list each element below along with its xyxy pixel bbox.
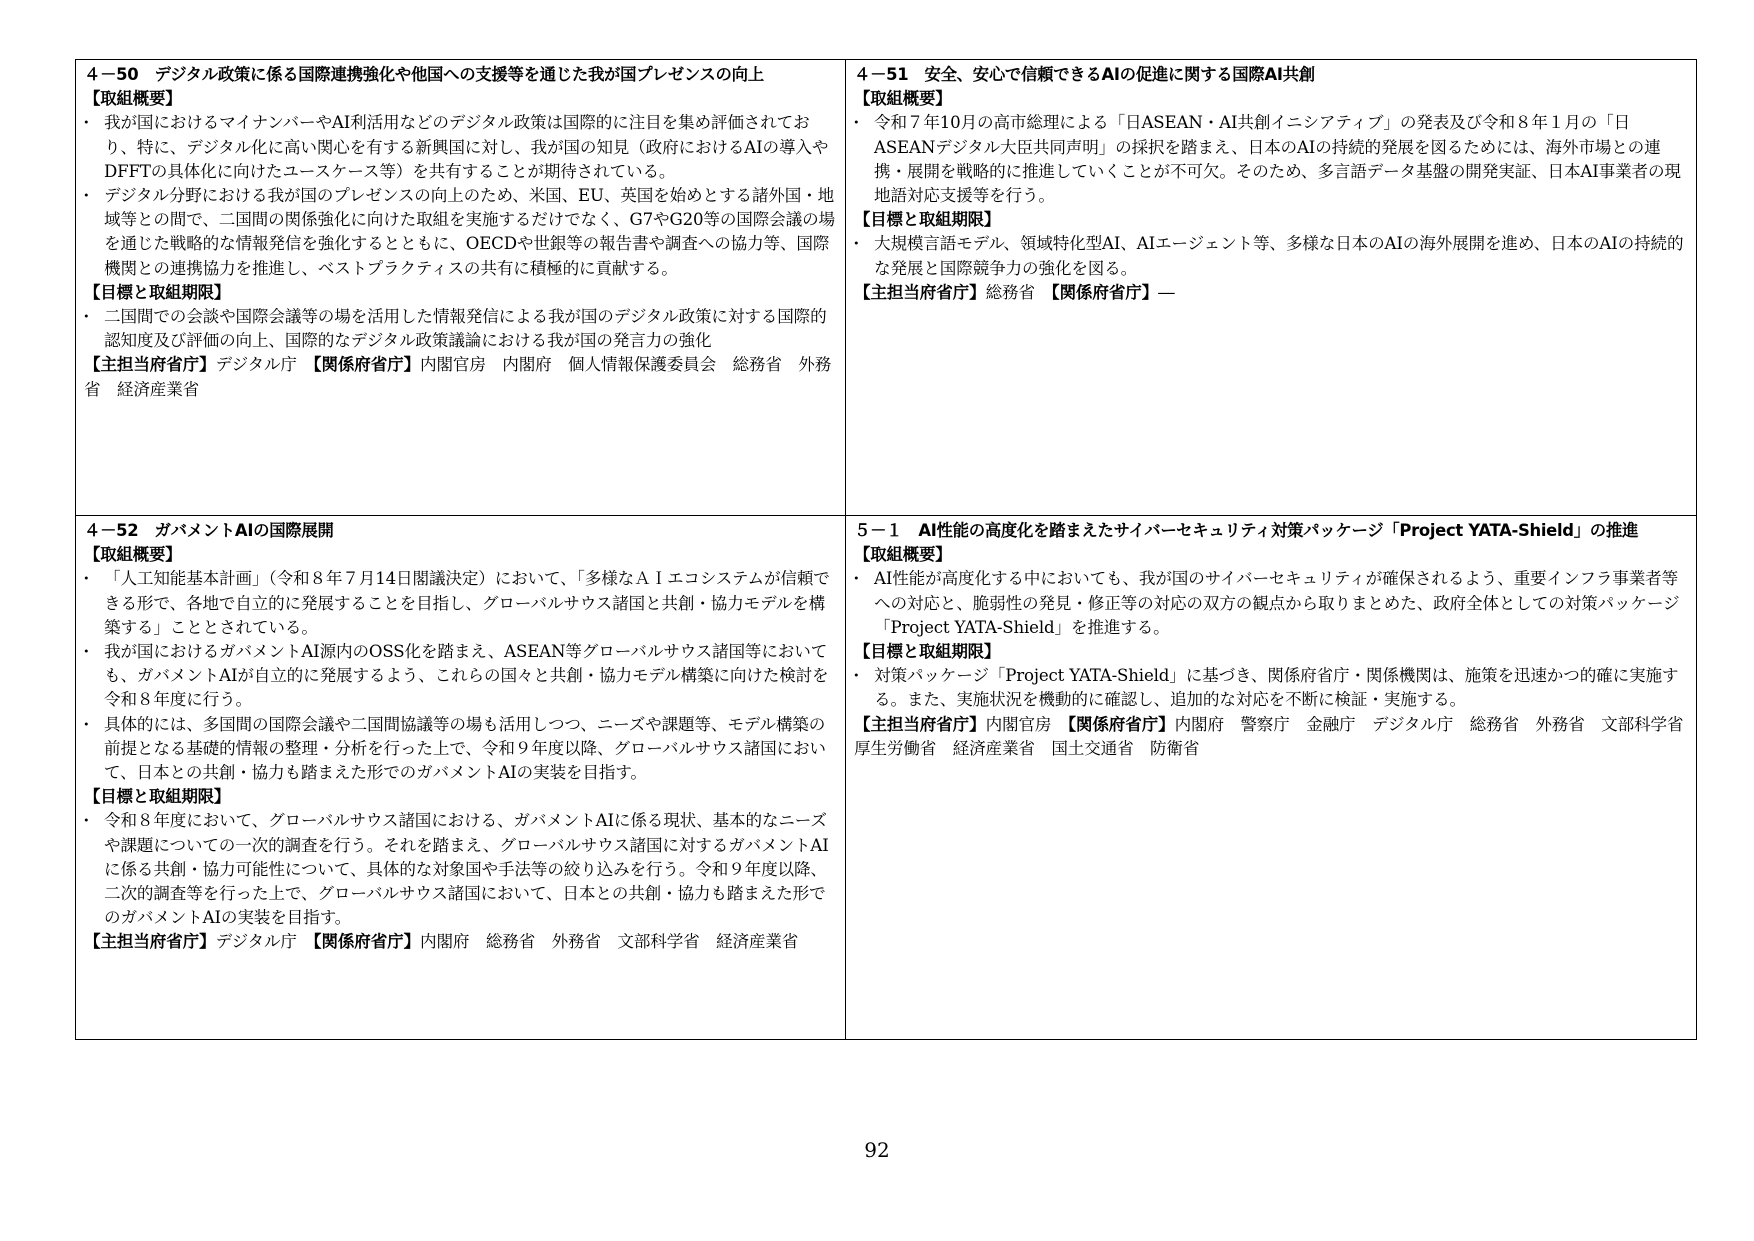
measure-title: ５－１ AI性能の高度化を踏まえたサイバーセキュリティ対策パッケージ「Project YATA-Shield」の推進 [854,521,1639,540]
measure-cell-4-52 [76,516,846,1040]
related-ministry-value: ― [1158,282,1175,302]
overview-item: ・ 令和７年10月の高市総理による「日ASEAN・AI共創イニシアティブ」の発表及び令和８年１月の「日ASEANデジタル大臣共同声明」の採択を踏まえ、日本のAIの持続的発展を図るためには、海外市場との連携・展開を戦略的に推進していくことが不可欠。そのため、多言語データ基盤の開発実証、日本AI事業者の現地語対応支援等を行う。 [854,111,1690,208]
table-row [76,516,1697,1040]
goal-heading: 【目標と取組期限】 [84,282,231,302]
main-ministry-label: 【主担当府省庁】 [84,932,216,952]
related-ministry-value: 内閣府 総務省 外務省 文部科学省 経済産業省 [420,932,799,952]
goal-list [854,664,1690,712]
main-ministry-value: デジタル庁 [215,932,314,952]
main-ministry-value: デジタル庁 [215,355,314,375]
table-row [76,60,1697,516]
main-ministry-value: 総務省 [985,282,1052,302]
main-ministry-label: 【主担当府省庁】 [84,355,216,375]
related-ministry-value: 内閣府 警察庁 金融庁 デジタル庁 総務省 外務省 文部科学省 厚生労働省 経済産業省 国土交通省 防衛省 [854,714,1700,758]
measure-cell-4-50 [76,60,846,516]
ministries-line [854,281,1690,305]
goal-list [84,305,839,353]
ministries-line [84,930,839,954]
measure-title: ４－52 ガバメントAIの国際展開 [84,521,334,540]
measure-title: ４－51 安全、安心で信頼できるAIの促進に関する国際AI共創 [854,65,1315,84]
measure-title: ４－50 デジタル政策に係る国際連携強化や他国への支援等を通じた我が国プレゼンスの向上 [84,65,764,84]
overview-item: ・ 具体的には、多国間の国際会議や二国間協議等の場も活用しつつ、ニーズや課題等、モデル構築の前提となる基礎的情報の整理・分析を行った上で、令和９年度以降、グローバルサウス諸国において、日本との共創・協力も踏まえた形でのガバメントAIの実装を目指す。 [84,713,839,786]
overview-heading: 【取組概要】 [84,545,182,565]
goal-item: ・ 対策パッケージ「Project YATA-Shield」に基づき、関係府省庁・関係機関は、施策を迅速かつ的確に実施する。また、実施状況を機動的に確認し、追加的な対応を不断に検証・実施する。 [854,664,1690,712]
overview-list [854,111,1690,208]
goal-list [84,809,839,930]
goal-item: ・ 大規模言語モデル、領域特化型AI、AIエージェント等、多様な日本のAIの海外展開を進め、日本のAIの持続的な発展と国際競争力の強化を図る。 [854,232,1690,280]
related-ministry-label: 【関係府省庁】 [1051,282,1159,302]
main-ministry-value: 内閣官房 [985,714,1068,734]
main-ministry-label: 【主担当府省庁】 [854,714,986,734]
overview-heading: 【取組概要】 [854,89,952,109]
related-ministry-label: 【関係府省庁】 [313,932,421,952]
overview-item: ・ AI性能が高度化する中においても、我が国のサイバーセキュリティが確保されるよう、重要インフラ事業者等への対応と、脆弱性の発見・修正等の対応の双方の観点から取りまとめた、政府全体としての対策パッケージ「Project YATA-Shield」を推進する。 [854,567,1690,640]
overview-item: ・ 我が国におけるガバメントAI源内のOSS化を踏まえ、ASEAN等グローバルサウス諸国等においても、ガバメントAIが自立的に発展するよう、これらの国々と共創・協力モデル構築に向けた検討を令和８年度に行う。 [84,640,839,713]
overview-item: ・ デジタル分野における我が国のプレゼンスの向上のため、米国、EU、英国を始めとする諸外国・地域等との間で、二国間の関係強化に向けた取組を実施するだけでなく、G7やG20等の国際会議の場を通じた戦略的な情報発信を強化するとともに、OECDや世銀等の報告書や調査への協力等、国際機関との連携協力を推進し、ベストプラクティスの共有に積極的に貢献する。 [84,184,839,281]
related-ministry-label: 【関係府省庁】 [1067,714,1175,734]
main-ministry-label: 【主担当府省庁】 [854,282,986,302]
measures-table [75,59,1700,1040]
page-number: 92 [864,1138,890,1162]
goal-heading: 【目標と取組期限】 [854,642,1001,662]
measure-cell-5-1 [846,516,1700,1040]
overview-heading: 【取組概要】 [854,545,952,565]
goal-list [854,232,1690,280]
related-ministry-value: 内閣官房 内閣府 個人情報保護委員会 総務省 外務省 経済産業省 [84,355,832,399]
related-ministry-label: 【関係府省庁】 [313,355,421,375]
goal-heading: 【目標と取組期限】 [854,210,1001,230]
overview-list [854,567,1690,640]
overview-heading: 【取組概要】 [84,89,182,109]
goal-item: ・ 令和８年度において、グローバルサウス諸国における、ガバメントAIに係る現状、基本的なニーズや課題についての一次的調査を行う。それを踏まえ、グローバルサウス諸国に対するガバメントAIに係る共創・協力可能性について、具体的な対象国や手法等の絞り込みを行う。令和９年度以降、二次的調査等を行った上で、グローバルサウス諸国において、日本との共創・協力も踏まえた形でのガバメントAIの実装を目指す。 [84,809,839,930]
goal-heading: 【目標と取組期限】 [84,787,231,807]
measure-cell-4-51 [846,60,1697,516]
overview-item: ・ 我が国におけるマイナンバーやAI利活用などのデジタル政策は国際的に注目を集め評価されており、特に、デジタル化に高い関心を有する新興国に対し、我が国の知見（政府におけるAIの導入やDFFTの具体化に向けたユースケース等）を共有することが期待されている。 [84,111,839,184]
overview-item: ・ 「人工知能基本計画」（令和８年７月14日閣議決定）において、「多様なＡＩエコシステムが信頼できる形で、各地で自立的に発展することを目指し、グローバルサウス諸国と共創・協力モデルを構築する」こととされている。 [84,567,839,640]
goal-item: ・ 二国間での会談や国際会議等の場を活用した情報発信による我が国のデジタル政策に対する国際的認知度及び評価の向上、国際的なデジタル政策議論における我が国の発言力の強化 [84,305,839,353]
ministries-line [854,713,1700,761]
overview-list [84,567,839,785]
overview-list [84,111,839,280]
ministries-line [84,353,839,401]
